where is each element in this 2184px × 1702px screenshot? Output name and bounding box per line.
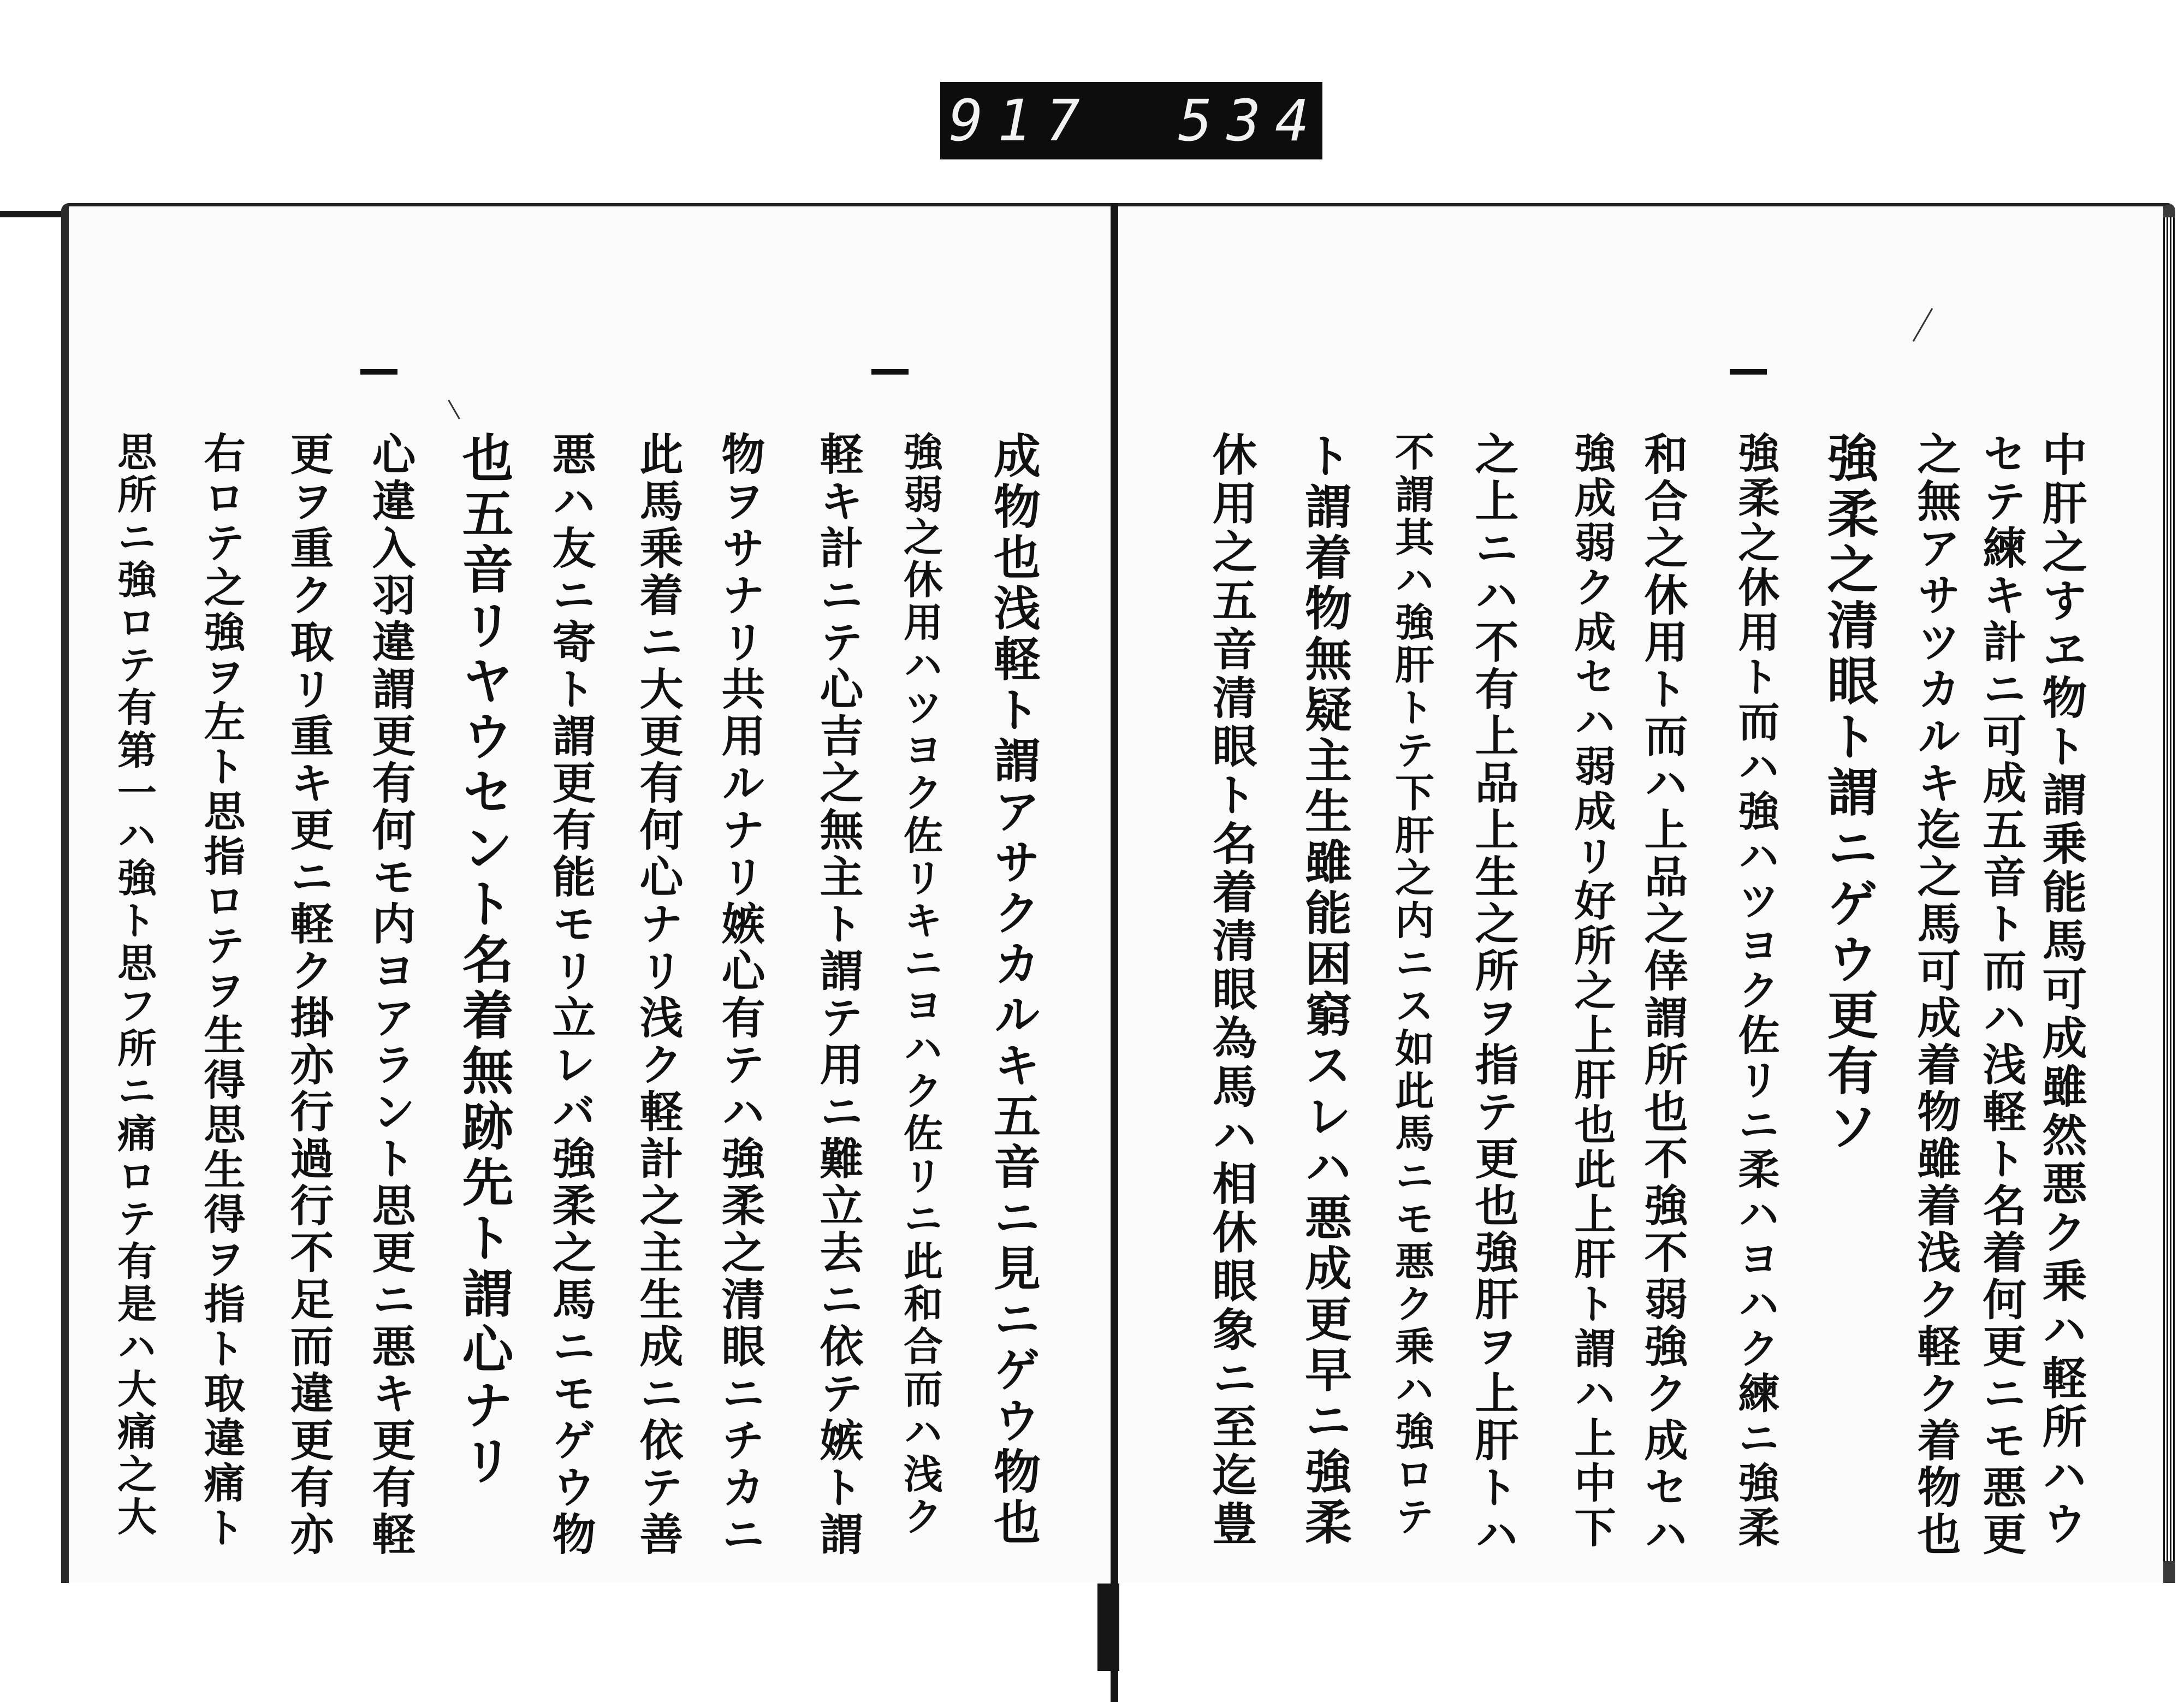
text-column: 悪ハ友ニ寄ト謂更有能モリ立レバ強柔之馬ニモゲウ物 bbox=[545, 431, 596, 1558]
text-column: 心違入羽違謂更有何モ内ヨアラント思更ニ悪キ更有軽 bbox=[365, 431, 416, 1558]
text-column: 成物也浅軽ト謂アサクカルキ五音ニ見ニゲウ物也 bbox=[986, 431, 1041, 1549]
text-column: 中肝之すヱ物ト謂乗能馬可成雖然悪ク乗ハ軽所ハウ bbox=[2035, 431, 2087, 1549]
section-mark bbox=[871, 369, 909, 375]
text-column: 之無アサツカルキ迄之馬可成着物雖着浅ク軽ク着物也 bbox=[1910, 431, 1961, 1558]
text-column: 不謂其ハ強肝トテ下肝之内ニス如此馬ニモ悪ク乗ハ強ロテ bbox=[1388, 431, 1435, 1539]
page-edge-stripes bbox=[2163, 217, 2175, 1561]
text-column: 更ヲ重ク取リ重キ更ニ軽ク掛亦行過行不足而違更有亦 bbox=[283, 431, 334, 1558]
text-column: 和合之休用ト而ハ上品之倖謂所也不強不弱強ク成セハ bbox=[1637, 431, 1688, 1558]
text-column: 思所ニ強ロテ有第一ハ強ト思フ所ニ痛ロテ有是ハ大痛之大 bbox=[111, 431, 157, 1539]
text-column: 強成弱ク成セハ弱成リ好所之上肝也此上肝ト謂ハ上中下 bbox=[1568, 431, 1616, 1551]
text-column: ト謂着物無疑主生雖能困窮スレハ悪成更早ニ強柔 bbox=[1297, 431, 1352, 1549]
text-column: 強弱之休用ハツヨク佐リキニヨハク佐リニ此和合而ハ浅ク bbox=[897, 431, 943, 1539]
gutter-tab bbox=[1097, 1584, 1119, 1671]
text-column: 休用之五音清眼ト名着清眼為馬ハ相休眼象ニ至迄豊 bbox=[1205, 431, 1257, 1549]
text-column: 此馬乗着ニ大更有何心ナリ浅ク軽計之主生成ニ依テ善 bbox=[632, 431, 684, 1558]
text-column: 物ヲサナリ共用ルナリ嫉心有テハ強柔之清眼ニチカニ bbox=[714, 431, 765, 1558]
text-column: 軽キ計ニテ心吉之無主ト謂テ用ニ難立去ニ依テ嫉ト謂 bbox=[812, 431, 864, 1558]
text-column: 強柔之清眼ト謂ニゲウ更有ソ bbox=[1818, 431, 1878, 1155]
section-mark bbox=[360, 369, 397, 375]
text-column: 之上ニハ不有上品上生之所ヲ指テ更也強肝ヲ上肝トハ bbox=[1468, 431, 1519, 1558]
text-column: 強柔之休用ト而ハ強ハツヨク佐リニ柔ハヨハク練ニ強柔 bbox=[1731, 431, 1780, 1551]
text-column: 右ロテ之強ヲ左ト思指ロテヲ生得思生得ヲ指ト取違痛ト bbox=[197, 431, 246, 1551]
shelf-line bbox=[0, 211, 71, 217]
catalog-number-plate bbox=[940, 82, 1322, 159]
catalog-number-left: 917 bbox=[949, 87, 1094, 154]
section-mark bbox=[1730, 369, 1767, 375]
text-column: 也五音リヤウセント名着無跡先ト謂心ナリ bbox=[453, 431, 513, 1490]
text-column: セテ練キ計ニ可成五音ト而ハ浅軽ト名着何更ニモ悪更 bbox=[1975, 431, 2027, 1558]
book-gutter bbox=[1111, 203, 1118, 1702]
catalog-number-right: 534 bbox=[1178, 87, 1324, 154]
